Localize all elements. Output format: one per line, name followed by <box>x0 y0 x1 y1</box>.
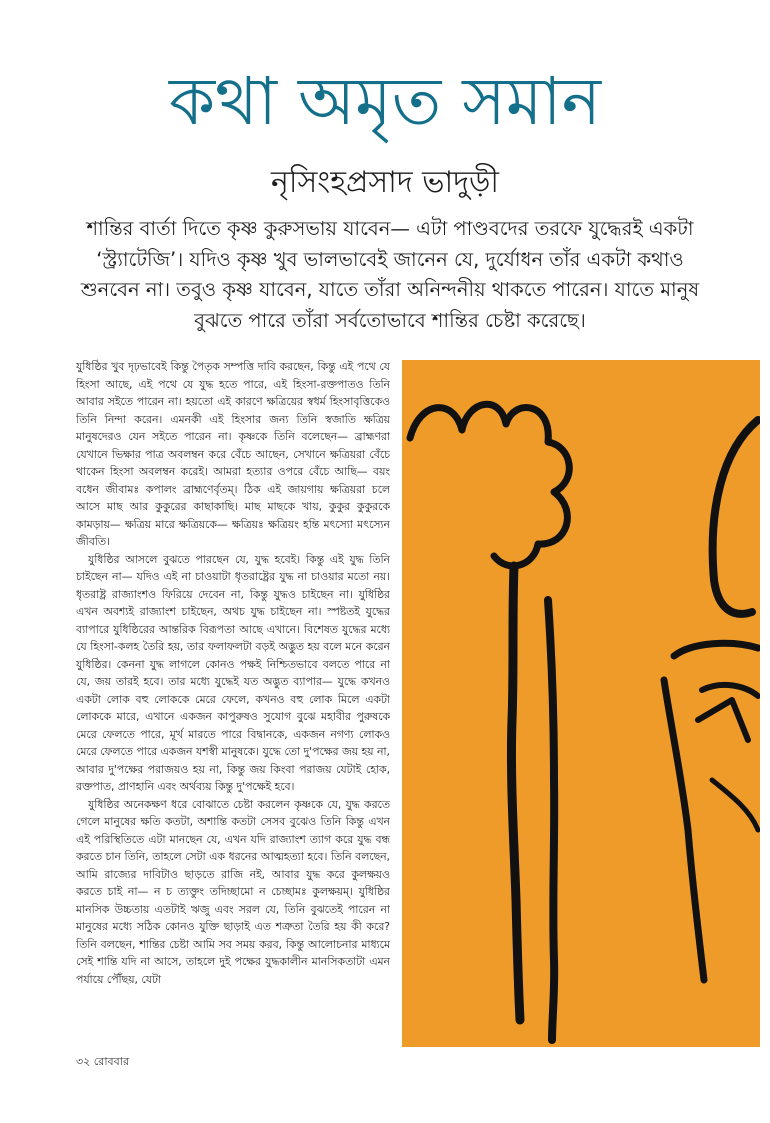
article-body <box>76 358 390 1038</box>
brush-stroke-detail <box>702 685 758 696</box>
brush-stroke-small <box>698 700 748 740</box>
page-footer: ৩২ রোববার <box>76 1055 129 1068</box>
brush-stroke-figure-right <box>713 420 758 614</box>
brush-stroke-cloud <box>410 404 569 566</box>
brush-stroke-body <box>664 680 704 980</box>
brush-illustration <box>402 360 760 1047</box>
brush-drawing <box>402 360 760 1047</box>
body-paragraph: যুধিষ্ঠির আসলে বুঝতে পারছেন যে, যুদ্ধ হবেই। কিন্তু এই যুদ্ধ তিনি চাইছেন না— যদিও এই না চাওয়াটা ধৃতরাষ্ট্রের যুদ্ধ না চাওয়ার মতো নয়। ধৃতরাষ্ট্র রাজ্যাংশও ফিরিয়ে দেবেন না, কিন্তু যুদ্ধও চাইছেন না। যুধিষ্ঠির এখন অবশ্যই রাজ্যাংশ চাইছেন, অথচ যুদ্ধ চাইছেন না। স্পষ্টতই যুদ্ধের ব্যাপারে যুধিষ্ঠিরের আন্তরিক বিরূপতা আছে এখানে। বিশেষত যুদ্ধের মধ্যে যে হিংসা-কলহ তৈরি হয়, তার ফলাফলটা বড়ই অদ্ভুত হয় বলে মনে করেন যুধিষ্ঠির। কেননা যুদ্ধ লাগলে কোনও পক্ষই নিশ্চিতভাবে বলতে পারে না যে, জয় তারই হবে। তার মধ্যে যুদ্ধেই যত অদ্ভুত ব্যাপার— যুদ্ধে কখনও একটা লোক বহু লোককে মেরে ফেলে, কখনও বহু লোক মিলে একটা লোককে মারে, এখানে একজন কাপুরুষও সুযোগ বুঝে মহাবীর পুরুষকে মেরে ফেলতে পারে, মূর্খ মারতে পারে বিদ্বানকে, একজন নগণ্য লোকও মেরে ফেলতে পারে একজন যশস্বী মানুষকে। যুদ্ধে তো দু'পক্ষের জয় হয় না, আবার দু'পক্ষের পরাজয়ও হয় না, কিন্তু জয় কিংবা পরাজয় যেটাই হোক, রক্তপাত, প্রাণহানি এবং অর্থব্যয় কিন্তু দু'পক্ষেই হবে। <box>76 552 390 793</box>
author-name: নৃসিংহপ্রসাদ ভাদুড়ী <box>270 165 499 200</box>
brush-stroke-trunk-right <box>548 600 554 1040</box>
article-title: কথা অমৃত সমান <box>168 63 602 140</box>
body-paragraph: যুধিষ্ঠির অনেকক্ষণ ধরে বোঝাতে চেষ্টা করলেন কৃষ্ণকে যে, যুদ্ধ করতে গেলে মানুষের ক্ষতি কতটা, অশান্তি কতটা সেসব বুঝেও তিনি কিন্তু এখন এই পরিস্থিতিতে এটা মানছেন যে, এখন যদি রাজ্যাংশ ত্যাগ করে যুদ্ধ বন্ধ করতে চান তিনি, তাহলে সেটা এক ধরনের আত্মহত্যা হবে। তিনি বলছেন, আমি রাজ্যের দাবিটাও ছাড়তে রাজি নই, আবার যুদ্ধ করে কুলক্ষয়ও করতে চাই না— ন চ ত্যক্তুং তদিচ্ছামো ন চেচ্ছামঃ কুলক্ষয়ম্। যুধিষ্ঠির মানসিক উচ্চতায় এতটাই ঋজু এবং সরল যে, তিনি বুঝতেই পারেন না মানুষের মধ্যে সঠিক কোনও যুক্তি ছাড়াই এত শত্রুতা তৈরি হয় কী করে? তিনি বলছেন, শান্তির চেষ্টা আমি সব সময় করব, কিন্তু আলোচনার মাধ্যমে সেই শান্তি যদি না আসে, তাহলে দুই পক্ষের যুদ্ধকালীন মানসিকতাটা এমন পর্যায়ে পৌঁছয়, যেটা <box>76 797 390 986</box>
brush-stroke-lower <box>712 780 758 830</box>
brush-stroke-trunk-left <box>511 566 520 1020</box>
brush-stroke-arm <box>674 643 758 656</box>
body-paragraph: যুধিষ্ঠির খুব দৃঢ়ভাবেই কিন্তু পৈতৃক সম্পত্তি দাবি করছেন, কিন্তু এই পথে যে হিংসা আছে, এই পথে যে যুদ্ধ হতে পারে, এই হিংসা-রক্তপাতও তিনি আবার সইতে পারেন না। হয়তো এই কারণে ক্ষত্রিয়ের স্বধর্ম হিংসাবৃত্তিকেও তিনি নিন্দা করেন। এমনকী এই হিংসার জন্য তিনি স্বজাতি ক্ষত্রিয় মানুষদেরও যেন সইতে পারেন না। কৃষ্ণকে তিনি বলেছেন— ব্রাহ্মণরা যেখানে ভিক্ষার পাত্র অবলম্বন করে বেঁচে আছেন, সেখানে ক্ষত্রিয়রা বেঁচে থাকেন হিংসা অবলম্বন করেই। আমরা হত্যার ওপরে বেঁচে আছি— বয়ং বধেন জীবামঃ কপালং ব্রাহ্মণের্বৃতম্। ঠিক এই জায়গায় ক্ষত্রিয়রা চলে আসে মাছ আর কুকুরের কাছাকাছি। মাছ মাছকে খায়, কুকুর কুকুরকে কামড়ায়— ক্ষত্রিয় মারে ক্ষত্রিয়কে— ক্ষত্রিয়ঃ ক্ষত্রিয়ং হন্তি মৎস্যো মৎস্যেন জীবতি। <box>76 360 390 548</box>
article-intro: শান্তির বার্তা দিতে কৃষ্ণ কুরুসভায় যাবেন— এটা পাণ্ডবদের তরফে যুদ্ধেরই একটা ‘স্ট্র্যাটেজি’। যদিও কৃষ্ণ খুব ভালভাবেই জানেন যে, দুর্যোধন তাঁর একটা কথাও শুনবেন না। তবুও কৃষ্ণ যাবেন, যাতে তাঁরা অনিন্দনীয় থাকতে পারেন। যাতে মানুষ বুঝতে পারে তাঁরা সর্বতোভাবে শান্তির চেষ্টা করেছে। <box>80 217 700 332</box>
